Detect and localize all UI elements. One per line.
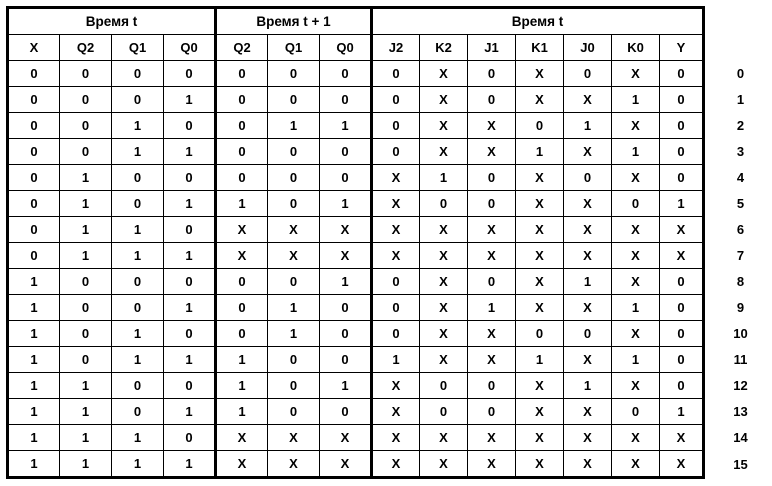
table-body <box>8 8 767 478</box>
cell-q2-next: X <box>216 425 268 451</box>
cell-k2: X <box>420 87 468 113</box>
cell-q0-t: 1 <box>164 451 216 478</box>
cell-k2: 0 <box>420 399 468 425</box>
cell-k1: X <box>516 87 564 113</box>
cell-k0: 1 <box>612 295 660 321</box>
cell-x: 1 <box>8 321 60 347</box>
cell-y: X <box>660 217 704 243</box>
row-index: 3 <box>715 139 767 165</box>
cell-k2: X <box>420 217 468 243</box>
cell-k2: X <box>420 61 468 87</box>
cell-k1: 0 <box>516 321 564 347</box>
cell-j0: X <box>564 451 612 478</box>
spacer <box>704 321 715 347</box>
cell-q0-next: X <box>320 217 372 243</box>
cell-q1-next: 0 <box>268 139 320 165</box>
cell-j2: 1 <box>372 347 420 373</box>
index-header-cell <box>715 35 767 61</box>
column-header-q0-next: Q0 <box>320 35 372 61</box>
cell-q1-next: 0 <box>268 373 320 399</box>
cell-q2-t: 1 <box>60 217 112 243</box>
cell-q2-next: X <box>216 451 268 478</box>
cell-x: 1 <box>8 425 60 451</box>
column-header-k2: K2 <box>420 35 468 61</box>
column-header-j2: J2 <box>372 35 420 61</box>
cell-k0: X <box>612 425 660 451</box>
cell-q1-t: 0 <box>112 191 164 217</box>
cell-q2-next: 1 <box>216 399 268 425</box>
group-header-time-t-plus-1: Время t + 1 <box>216 8 372 35</box>
cell-q1-next: 0 <box>268 87 320 113</box>
cell-j2: X <box>372 399 420 425</box>
row-index: 2 <box>715 113 767 139</box>
cell-q1-t: 1 <box>112 217 164 243</box>
cell-q1-next: 0 <box>268 399 320 425</box>
cell-q1-next: 1 <box>268 321 320 347</box>
cell-q1-next: 0 <box>268 191 320 217</box>
row-index: 7 <box>715 243 767 269</box>
cell-q0-t: 1 <box>164 399 216 425</box>
cell-q1-next: X <box>268 451 320 478</box>
cell-k1: X <box>516 191 564 217</box>
cell-q0-next: 0 <box>320 295 372 321</box>
row-index: 12 <box>715 373 767 399</box>
column-header-j1: J1 <box>468 35 516 61</box>
cell-q1-next: 0 <box>268 347 320 373</box>
cell-q2-t: 0 <box>60 321 112 347</box>
spacer <box>704 8 715 35</box>
cell-k0: 1 <box>612 139 660 165</box>
table-row <box>8 191 767 217</box>
row-index: 4 <box>715 165 767 191</box>
cell-y: 0 <box>660 295 704 321</box>
row-index: 14 <box>715 425 767 451</box>
cell-j0: 0 <box>564 321 612 347</box>
cell-j0: 1 <box>564 113 612 139</box>
cell-j1: X <box>468 243 516 269</box>
cell-q2-next: 0 <box>216 321 268 347</box>
cell-q1-next: 1 <box>268 113 320 139</box>
cell-q1-t: 0 <box>112 87 164 113</box>
cell-j0: X <box>564 295 612 321</box>
cell-j2: 0 <box>372 269 420 295</box>
cell-j1: 0 <box>468 269 516 295</box>
cell-j0: X <box>564 217 612 243</box>
cell-q0-t: 0 <box>164 321 216 347</box>
cell-j0: 1 <box>564 269 612 295</box>
cell-j0: X <box>564 191 612 217</box>
row-index: 13 <box>715 399 767 425</box>
column-header-q2-t: Q2 <box>60 35 112 61</box>
cell-q0-t: 1 <box>164 87 216 113</box>
cell-x: 1 <box>8 451 60 478</box>
cell-q1-t: 0 <box>112 399 164 425</box>
cell-q0-next: X <box>320 243 372 269</box>
cell-q1-t: 1 <box>112 321 164 347</box>
table-row <box>8 217 767 243</box>
cell-q1-t: 1 <box>112 451 164 478</box>
spacer <box>704 217 715 243</box>
cell-q2-t: 1 <box>60 243 112 269</box>
cell-k2: X <box>420 295 468 321</box>
cell-q1-next: X <box>268 243 320 269</box>
cell-q2-t: 1 <box>60 373 112 399</box>
cell-q0-next: X <box>320 425 372 451</box>
column-header-row <box>8 35 767 61</box>
cell-q0-next: 1 <box>320 373 372 399</box>
cell-q2-next: 0 <box>216 139 268 165</box>
cell-q0-next: 0 <box>320 61 372 87</box>
cell-y: 0 <box>660 165 704 191</box>
cell-q2-next: 1 <box>216 347 268 373</box>
cell-q2-t: 0 <box>60 347 112 373</box>
cell-y: 1 <box>660 191 704 217</box>
spacer <box>704 269 715 295</box>
table-row <box>8 113 767 139</box>
cell-q0-next: 0 <box>320 165 372 191</box>
cell-q0-next: 0 <box>320 139 372 165</box>
cell-q2-t: 0 <box>60 295 112 321</box>
column-header-j0: J0 <box>564 35 612 61</box>
cell-k2: X <box>420 113 468 139</box>
row-index: 15 <box>715 451 767 478</box>
spacer <box>704 191 715 217</box>
cell-q1-t: 1 <box>112 243 164 269</box>
cell-q1-t: 1 <box>112 425 164 451</box>
cell-j2: X <box>372 373 420 399</box>
spacer <box>704 425 715 451</box>
row-index: 5 <box>715 191 767 217</box>
cell-q0-t: 0 <box>164 113 216 139</box>
cell-q2-t: 0 <box>60 113 112 139</box>
cell-j1: X <box>468 425 516 451</box>
cell-k1: 0 <box>516 113 564 139</box>
cell-k2: X <box>420 243 468 269</box>
column-header-y: Y <box>660 35 704 61</box>
cell-q0-next: 0 <box>320 321 372 347</box>
group-header-row <box>8 8 767 35</box>
cell-q1-t: 1 <box>112 139 164 165</box>
cell-q1-t: 1 <box>112 347 164 373</box>
cell-q1-next: X <box>268 217 320 243</box>
cell-x: 0 <box>8 139 60 165</box>
cell-q0-t: 0 <box>164 61 216 87</box>
cell-q2-t: 0 <box>60 87 112 113</box>
cell-y: 0 <box>660 139 704 165</box>
spacer <box>704 87 715 113</box>
cell-k0: X <box>612 321 660 347</box>
cell-k2: X <box>420 139 468 165</box>
cell-k2: X <box>420 425 468 451</box>
cell-k1: X <box>516 295 564 321</box>
cell-x: 1 <box>8 347 60 373</box>
cell-y: X <box>660 243 704 269</box>
cell-k2: X <box>420 269 468 295</box>
spacer <box>704 295 715 321</box>
spacer <box>704 451 715 478</box>
cell-j1: X <box>468 217 516 243</box>
row-index: 8 <box>715 269 767 295</box>
cell-q2-t: 0 <box>60 61 112 87</box>
cell-k0: X <box>612 217 660 243</box>
column-header-k1: K1 <box>516 35 564 61</box>
cell-q2-t: 1 <box>60 399 112 425</box>
cell-q2-next: X <box>216 243 268 269</box>
cell-j1: 0 <box>468 373 516 399</box>
group-header-time-t: Время t <box>8 8 216 35</box>
cell-q1-t: 1 <box>112 113 164 139</box>
cell-x: 0 <box>8 191 60 217</box>
column-header-q0-t: Q0 <box>164 35 216 61</box>
cell-j1: X <box>468 451 516 478</box>
cell-y: 0 <box>660 321 704 347</box>
cell-q0-next: 1 <box>320 113 372 139</box>
cell-q0-t: 0 <box>164 373 216 399</box>
cell-j0: X <box>564 347 612 373</box>
table-row <box>8 347 767 373</box>
cell-q0-t: 0 <box>164 217 216 243</box>
cell-q0-t: 1 <box>164 191 216 217</box>
spacer <box>704 347 715 373</box>
cell-q1-next: 0 <box>268 269 320 295</box>
cell-q0-t: 0 <box>164 269 216 295</box>
column-header-q2-next: Q2 <box>216 35 268 61</box>
cell-x: 1 <box>8 399 60 425</box>
cell-j1: 1 <box>468 295 516 321</box>
cell-j2: 0 <box>372 61 420 87</box>
cell-k0: 1 <box>612 87 660 113</box>
cell-k2: X <box>420 451 468 478</box>
cell-j2: X <box>372 425 420 451</box>
spacer <box>704 165 715 191</box>
cell-j2: 0 <box>372 87 420 113</box>
cell-k0: 0 <box>612 191 660 217</box>
cell-j1: 0 <box>468 191 516 217</box>
cell-j2: 0 <box>372 113 420 139</box>
cell-q2-next: 0 <box>216 113 268 139</box>
cell-x: 0 <box>8 217 60 243</box>
cell-k2: 0 <box>420 373 468 399</box>
row-index: 11 <box>715 347 767 373</box>
cell-q2-t: 1 <box>60 451 112 478</box>
cell-y: 0 <box>660 87 704 113</box>
cell-q0-t: 1 <box>164 139 216 165</box>
cell-k1: X <box>516 451 564 478</box>
cell-x: 0 <box>8 61 60 87</box>
table-row <box>8 321 767 347</box>
cell-y: 0 <box>660 269 704 295</box>
cell-q1-next: 0 <box>268 165 320 191</box>
cell-q1-t: 0 <box>112 269 164 295</box>
cell-j0: X <box>564 87 612 113</box>
cell-y: 0 <box>660 113 704 139</box>
cell-q1-next: 1 <box>268 295 320 321</box>
cell-q2-next: 1 <box>216 191 268 217</box>
row-index: 6 <box>715 217 767 243</box>
cell-j0: 0 <box>564 61 612 87</box>
cell-q1-t: 0 <box>112 373 164 399</box>
cell-k1: X <box>516 373 564 399</box>
cell-y: X <box>660 425 704 451</box>
cell-k1: X <box>516 399 564 425</box>
cell-k0: X <box>612 113 660 139</box>
cell-q2-t: 1 <box>60 191 112 217</box>
cell-q0-next: 1 <box>320 269 372 295</box>
cell-x: 0 <box>8 87 60 113</box>
cell-q2-next: 0 <box>216 269 268 295</box>
cell-q2-t: 0 <box>60 269 112 295</box>
table-row <box>8 295 767 321</box>
spacer <box>704 399 715 425</box>
cell-j2: X <box>372 165 420 191</box>
cell-q0-next: 0 <box>320 87 372 113</box>
cell-q0-t: 1 <box>164 347 216 373</box>
cell-q0-next: X <box>320 451 372 478</box>
cell-x: 0 <box>8 165 60 191</box>
table-row <box>8 451 767 478</box>
column-header-x: X <box>8 35 60 61</box>
cell-j0: X <box>564 399 612 425</box>
cell-q2-next: 0 <box>216 295 268 321</box>
cell-q1-next: X <box>268 425 320 451</box>
cell-q1-next: 0 <box>268 61 320 87</box>
table-row <box>8 373 767 399</box>
spacer <box>704 113 715 139</box>
cell-q1-t: 0 <box>112 295 164 321</box>
cell-y: 0 <box>660 373 704 399</box>
cell-q2-t: 1 <box>60 425 112 451</box>
cell-k2: 0 <box>420 191 468 217</box>
row-index: 9 <box>715 295 767 321</box>
cell-x: 1 <box>8 295 60 321</box>
table-row <box>8 399 767 425</box>
cell-k0: X <box>612 373 660 399</box>
cell-q2-next: 0 <box>216 61 268 87</box>
cell-j1: 0 <box>468 61 516 87</box>
cell-q2-t: 1 <box>60 165 112 191</box>
row-index: 0 <box>715 61 767 87</box>
cell-x: 1 <box>8 373 60 399</box>
cell-q0-next: 0 <box>320 347 372 373</box>
cell-j2: X <box>372 451 420 478</box>
cell-y: 0 <box>660 347 704 373</box>
cell-j1: 0 <box>468 399 516 425</box>
cell-j0: 1 <box>564 373 612 399</box>
cell-j0: X <box>564 425 612 451</box>
cell-j0: X <box>564 139 612 165</box>
cell-k1: X <box>516 269 564 295</box>
cell-y: 1 <box>660 399 704 425</box>
table-row <box>8 269 767 295</box>
cell-k1: 1 <box>516 347 564 373</box>
cell-q2-next: 0 <box>216 165 268 191</box>
cell-j2: X <box>372 217 420 243</box>
cell-j2: X <box>372 191 420 217</box>
cell-y: X <box>660 451 704 478</box>
table-row <box>8 425 767 451</box>
cell-j0: 0 <box>564 165 612 191</box>
cell-j1: X <box>468 321 516 347</box>
cell-k1: X <box>516 61 564 87</box>
cell-k0: X <box>612 451 660 478</box>
cell-k0: 1 <box>612 347 660 373</box>
cell-k0: X <box>612 243 660 269</box>
cell-q0-t: 1 <box>164 295 216 321</box>
cell-k1: X <box>516 217 564 243</box>
cell-q0-next: 1 <box>320 191 372 217</box>
jk-flipflop-truth-table <box>6 6 767 479</box>
spacer <box>704 61 715 87</box>
table-row <box>8 139 767 165</box>
spacer <box>704 35 715 61</box>
cell-q0-next: 0 <box>320 399 372 425</box>
cell-k2: X <box>420 321 468 347</box>
cell-j1: X <box>468 347 516 373</box>
group-header-time-t-outputs: Время t <box>372 8 704 35</box>
cell-j0: X <box>564 243 612 269</box>
cell-q2-next: 0 <box>216 87 268 113</box>
cell-j1: X <box>468 113 516 139</box>
cell-q1-t: 0 <box>112 165 164 191</box>
column-header-k0: K0 <box>612 35 660 61</box>
cell-k0: X <box>612 165 660 191</box>
cell-q2-next: X <box>216 217 268 243</box>
table-row <box>8 243 767 269</box>
cell-k2: 1 <box>420 165 468 191</box>
cell-k0: X <box>612 269 660 295</box>
cell-k1: X <box>516 243 564 269</box>
cell-j2: 0 <box>372 295 420 321</box>
table-row <box>8 87 767 113</box>
cell-x: 0 <box>8 113 60 139</box>
cell-k0: X <box>612 61 660 87</box>
cell-j2: X <box>372 243 420 269</box>
cell-j1: 0 <box>468 87 516 113</box>
cell-j1: 0 <box>468 165 516 191</box>
cell-x: 1 <box>8 269 60 295</box>
row-index: 1 <box>715 87 767 113</box>
table-row <box>8 165 767 191</box>
cell-j1: X <box>468 139 516 165</box>
cell-k1: 1 <box>516 139 564 165</box>
cell-q0-t: 0 <box>164 165 216 191</box>
cell-y: 0 <box>660 61 704 87</box>
spacer <box>704 373 715 399</box>
cell-q1-t: 0 <box>112 61 164 87</box>
cell-k1: X <box>516 165 564 191</box>
cell-k1: X <box>516 425 564 451</box>
spacer <box>704 243 715 269</box>
cell-q2-next: 1 <box>216 373 268 399</box>
cell-k2: X <box>420 347 468 373</box>
column-header-q1-t: Q1 <box>112 35 164 61</box>
spacer <box>704 139 715 165</box>
cell-q2-t: 0 <box>60 139 112 165</box>
cell-j2: 0 <box>372 321 420 347</box>
cell-j2: 0 <box>372 139 420 165</box>
row-index: 10 <box>715 321 767 347</box>
cell-k0: 0 <box>612 399 660 425</box>
cell-q0-t: 1 <box>164 243 216 269</box>
cell-q0-t: 0 <box>164 425 216 451</box>
index-header <box>715 8 767 35</box>
table-row <box>8 61 767 87</box>
cell-x: 0 <box>8 243 60 269</box>
column-header-q1-next: Q1 <box>268 35 320 61</box>
